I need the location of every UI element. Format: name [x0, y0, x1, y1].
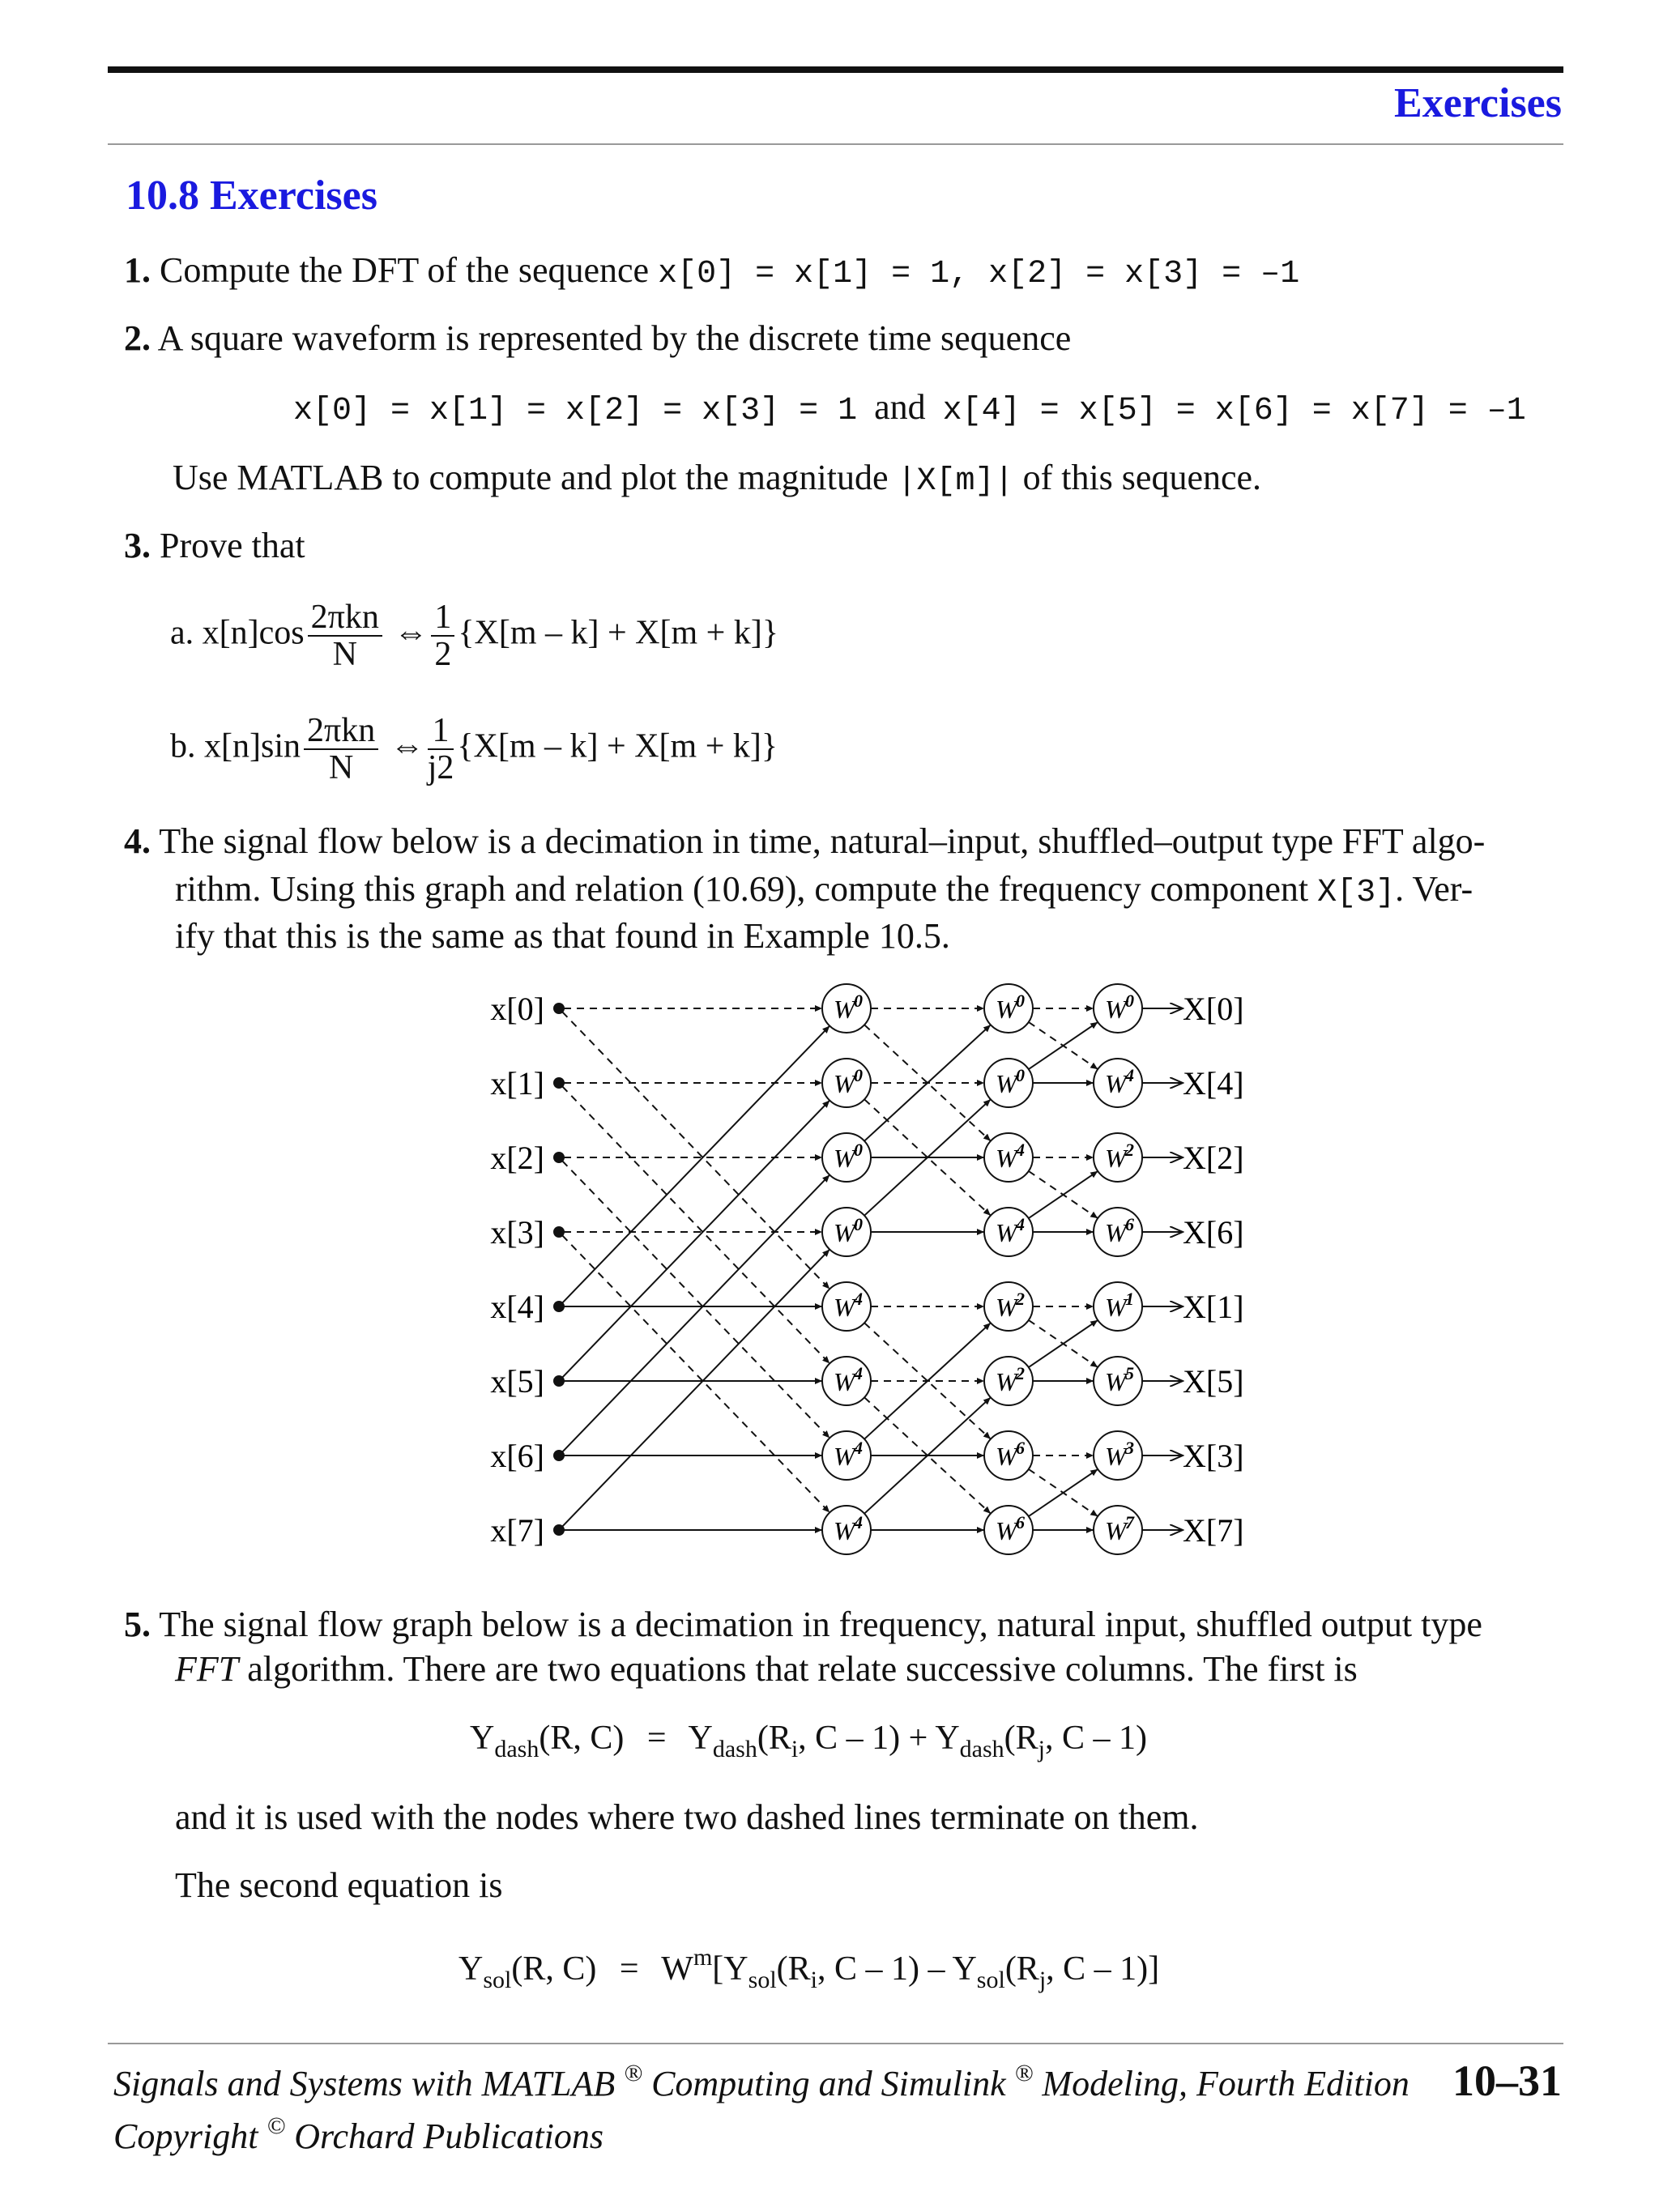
footer-text: Signals and Systems with MATLAB: [113, 2064, 616, 2103]
fraction-denominator: N: [328, 749, 354, 787]
input-node-dot: [553, 1524, 565, 1536]
registered-mark: ®: [1014, 2060, 1034, 2086]
fraction-numerator: 2πkn: [308, 599, 382, 637]
solid-edge: [562, 1175, 830, 1452]
solid-edge: [562, 1026, 830, 1303]
fft-signal-flow-graph: [454, 980, 1296, 1563]
input-label: x[3]: [490, 1214, 544, 1251]
twiddle-exponent: 4: [854, 1289, 863, 1309]
footer-text: Computing and Simulink: [651, 2064, 1006, 2103]
twiddle-exponent: 6: [1016, 1438, 1025, 1458]
exercise-1: [124, 249, 1299, 292]
exercise-text: algorithm. There are two equations that relate successive columns. The first is: [247, 1649, 1358, 1689]
twiddle-exponent: 0: [854, 1065, 863, 1085]
top-rule: [108, 66, 1563, 73]
twiddle-factor: W: [996, 1367, 1017, 1396]
symbol-y: Y: [458, 1950, 484, 1988]
section-title: 10.8 Exercises: [126, 173, 377, 219]
input-node-dot: [553, 1226, 565, 1238]
term-args: , C – 1) +: [798, 1720, 936, 1757]
twiddle-factor: W: [834, 1516, 855, 1545]
footer-text: Modeling, Fourth Edition: [1042, 2064, 1410, 2103]
dashed-edge: [562, 1235, 830, 1512]
fft-abbrev: FFT: [175, 1649, 239, 1689]
output-label: X[4]: [1183, 1065, 1244, 1102]
subscript: sol: [483, 1967, 512, 1993]
twiddle-factor: W: [1105, 1218, 1127, 1247]
exercise-text: and it is used with the nodes where two dashed lines terminate on them.: [175, 1797, 1199, 1837]
dashed-edge: [562, 1086, 830, 1363]
symbol-y: Y: [952, 1950, 977, 1988]
scale-fraction: [431, 599, 454, 672]
twiddle-factor: W: [996, 1293, 1017, 1322]
subscript-j: j: [1038, 1967, 1047, 1993]
equivalence-arrow: ⇔: [390, 727, 424, 765]
fraction-denominator: 2: [434, 636, 452, 674]
subscript-i: i: [810, 1967, 817, 1993]
twiddle-factor: W: [834, 1218, 855, 1247]
output-label: X[7]: [1183, 1512, 1244, 1549]
input-label: x[5]: [490, 1363, 544, 1400]
input-label: x[2]: [490, 1140, 544, 1176]
exercise-5-line2: [175, 1648, 1358, 1690]
dashed-edge: [562, 1161, 830, 1438]
equation-ysol: [458, 1944, 1159, 1994]
fraction-numerator: 1: [428, 713, 454, 750]
twiddle-factor: W: [834, 1069, 855, 1098]
lhs: x[n]cos: [202, 614, 305, 652]
exercise-5-line3: [175, 1796, 1199, 1838]
twiddle-exponent: 2: [1125, 1140, 1134, 1160]
term-args: (R: [776, 1950, 811, 1988]
twiddle-factor: W: [834, 1293, 855, 1322]
exercise-5-line1: [124, 1604, 1482, 1645]
footer-book-title: [113, 2060, 1410, 2104]
input-node-dot: [553, 1152, 565, 1163]
term-args: (R: [1004, 1950, 1039, 1988]
fraction-numerator: 2πkn: [304, 713, 378, 750]
twiddle-factor: W: [996, 995, 1017, 1024]
exercise-text: ify that this is the same as that found in Example 10.5.: [175, 916, 950, 956]
fraction-denominator: N: [332, 636, 357, 674]
symbol-w: W: [661, 1950, 693, 1988]
term-args: , C – 1)]: [1046, 1950, 1160, 1988]
symbol-y: Y: [688, 1720, 713, 1757]
twiddle-factor: W: [1105, 1293, 1127, 1322]
output-label: X[0]: [1183, 991, 1244, 1027]
lhs-args: (R, C): [511, 1950, 597, 1988]
equation-and: and: [874, 387, 926, 427]
rhs: {X[m – k] + X[m + k]}: [458, 614, 778, 652]
superscript-m: m: [693, 1944, 713, 1971]
twiddle-exponent: 0: [1016, 1065, 1025, 1085]
exercise-4-line3: [175, 915, 950, 957]
twiddle-factor: W: [834, 995, 855, 1024]
twiddle-exponent: 0: [1016, 991, 1025, 1011]
symbol-y: Y: [723, 1950, 748, 1988]
subscript: sol: [976, 1967, 1005, 1993]
equals-sign: =: [646, 1720, 667, 1757]
twiddle-exponent: 0: [1125, 991, 1134, 1011]
lhs: x[n]sin: [204, 727, 301, 765]
exercise-text: rithm. Using this graph and relation (10.69), compute the frequency component: [175, 869, 1309, 909]
running-head: Exercises: [1394, 80, 1562, 126]
twiddle-exponent: 6: [1016, 1512, 1025, 1532]
exercise-text: Compute the DFT of the sequence: [160, 250, 650, 290]
input-label: x[0]: [490, 991, 544, 1027]
twiddle-factor: W: [1105, 1516, 1127, 1545]
twiddle-factor: W: [1105, 1442, 1127, 1471]
equivalence-arrow: ⇔: [394, 614, 429, 652]
exercise-text: The signal flow graph below is a decimation in frequency, natural input, shuffled output type: [159, 1605, 1482, 1644]
subscript: dash: [494, 1736, 539, 1762]
exercise-5-line4: [175, 1865, 502, 1906]
twiddle-exponent: 4: [854, 1363, 863, 1383]
exercise-4-line2: [175, 868, 1473, 911]
rhs: {X[m – k] + X[m + k]}: [457, 727, 778, 765]
twiddle-exponent: 3: [1125, 1438, 1134, 1458]
twiddle-exponent: 4: [1125, 1065, 1134, 1085]
twiddle-factor: W: [996, 1144, 1017, 1173]
twiddle-factor: W: [834, 1367, 855, 1396]
subscript-j: j: [1038, 1736, 1045, 1762]
symbol-y: Y: [935, 1720, 960, 1757]
input-label: x[7]: [490, 1512, 544, 1549]
equation-left: x[0] = x[1] = x[2] = x[3] = 1: [293, 393, 858, 429]
fraction-denominator: j2: [427, 749, 454, 787]
input-label: x[1]: [490, 1065, 544, 1102]
equals-sign: =: [619, 1950, 639, 1988]
twiddle-exponent: 0: [854, 1140, 863, 1160]
exercise-number: 1.: [124, 250, 151, 290]
instruction-end: of this sequence.: [1022, 458, 1262, 497]
equation-ydash: [470, 1719, 1147, 1763]
exercise-number: 2.: [124, 318, 151, 358]
exercise-number: 5.: [124, 1605, 151, 1644]
output-label: X[1]: [1183, 1289, 1244, 1325]
twiddle-exponent: 0: [854, 1214, 863, 1234]
exercise-math: x[0] = x[1] = 1, x[2] = x[3] = –1: [658, 256, 1300, 292]
output-label: X[5]: [1183, 1363, 1244, 1400]
twiddle-exponent: 0: [854, 991, 863, 1011]
frequency-component: X[3]: [1317, 875, 1396, 911]
input-label: x[6]: [490, 1438, 544, 1474]
twiddle-exponent: 2: [1016, 1363, 1025, 1383]
footer-copyright: [113, 2112, 603, 2157]
page-number: 10–31: [1452, 2056, 1562, 2105]
twiddle-factor: W: [996, 1218, 1017, 1247]
header-divider: [108, 143, 1563, 145]
exercise-3b: [170, 713, 778, 786]
output-label: X[6]: [1183, 1214, 1244, 1251]
exercise-4-line1: [124, 820, 1485, 862]
dashed-edge: [562, 1012, 830, 1289]
twiddle-factor: W: [1105, 995, 1127, 1024]
registered-mark: ®: [624, 2060, 643, 2086]
exercise-text: The signal flow below is a decimation in time, natural–input, shuffled–output type FFT algo-: [159, 821, 1486, 861]
term-args: (R: [1004, 1720, 1038, 1757]
symbol-y: Y: [470, 1720, 495, 1757]
subscript: dash: [712, 1736, 757, 1762]
exercise-number: 4.: [124, 821, 151, 861]
magnitude-math: |X[m]|: [897, 463, 1014, 500]
copyright-mark: ©: [267, 2112, 286, 2139]
input-node-dot: [553, 1077, 565, 1089]
exercise-2: [124, 318, 1071, 359]
angle-fraction: [304, 713, 378, 786]
item-label: a.: [170, 614, 194, 652]
twiddle-factor: W: [1105, 1069, 1127, 1098]
footer-text: Orchard Publications: [294, 2116, 603, 2156]
fraction-numerator: 1: [431, 599, 454, 637]
twiddle-factor: W: [1105, 1144, 1127, 1173]
twiddle-factor: W: [1105, 1367, 1127, 1396]
solid-edge: [562, 1101, 830, 1378]
solid-edge: [562, 1250, 830, 1527]
term-args: (R: [757, 1720, 791, 1757]
twiddle-exponent: 7: [1125, 1512, 1134, 1532]
twiddle-exponent: 4: [1016, 1214, 1025, 1234]
twiddle-exponent: 2: [1016, 1289, 1025, 1309]
input-node-dot: [553, 1375, 565, 1387]
subscript: dash: [959, 1736, 1004, 1762]
input-node-dot: [553, 1003, 565, 1014]
exercise-text: Prove that: [160, 526, 305, 565]
scale-fraction: [428, 713, 454, 786]
input-label: x[4]: [490, 1289, 544, 1325]
twiddle-factor: W: [834, 1144, 855, 1173]
twiddle-exponent: 5: [1125, 1363, 1134, 1383]
exercise-2-instruction: [173, 457, 1261, 500]
output-label: X[3]: [1183, 1438, 1244, 1474]
footer-divider: [108, 2043, 1563, 2044]
exercise-text-end: . Ver-: [1395, 869, 1473, 909]
output-label: X[2]: [1183, 1140, 1244, 1176]
twiddle-exponent: 1: [1125, 1289, 1134, 1309]
twiddle-exponent: 4: [854, 1512, 863, 1532]
input-node-dot: [553, 1450, 565, 1461]
exercise-3: [124, 525, 305, 566]
exercise-3a: [170, 599, 778, 672]
twiddle-factor: W: [996, 1069, 1017, 1098]
instruction-text: Use MATLAB to compute and plot the magnitude: [173, 458, 889, 497]
input-node-dot: [553, 1301, 565, 1312]
equation-right: x[4] = x[5] = x[6] = x[7] = –1: [942, 393, 1526, 429]
term-args: , C – 1) –: [817, 1950, 953, 1988]
twiddle-exponent: 6: [1125, 1214, 1134, 1234]
footer-text: Copyright: [113, 2116, 258, 2156]
term-args: , C – 1): [1045, 1720, 1147, 1757]
angle-fraction: [308, 599, 382, 672]
exercise-number: 3.: [124, 526, 151, 565]
exercise-2-equation: [293, 386, 1526, 429]
twiddle-factor: W: [996, 1442, 1017, 1471]
twiddle-exponent: 4: [1016, 1140, 1025, 1160]
open-bracket: [: [712, 1950, 724, 1988]
twiddle-exponent: 4: [854, 1438, 863, 1458]
twiddle-factor: W: [834, 1442, 855, 1471]
item-label: b.: [170, 727, 196, 765]
subscript-i: i: [791, 1736, 799, 1762]
twiddle-factor: W: [996, 1516, 1017, 1545]
exercise-text: The second equation is: [175, 1865, 503, 1905]
exercise-text: A square waveform is represented by the discrete time sequence: [157, 318, 1072, 358]
lhs-args: (R, C): [539, 1720, 625, 1757]
subscript: sol: [748, 1967, 777, 1993]
